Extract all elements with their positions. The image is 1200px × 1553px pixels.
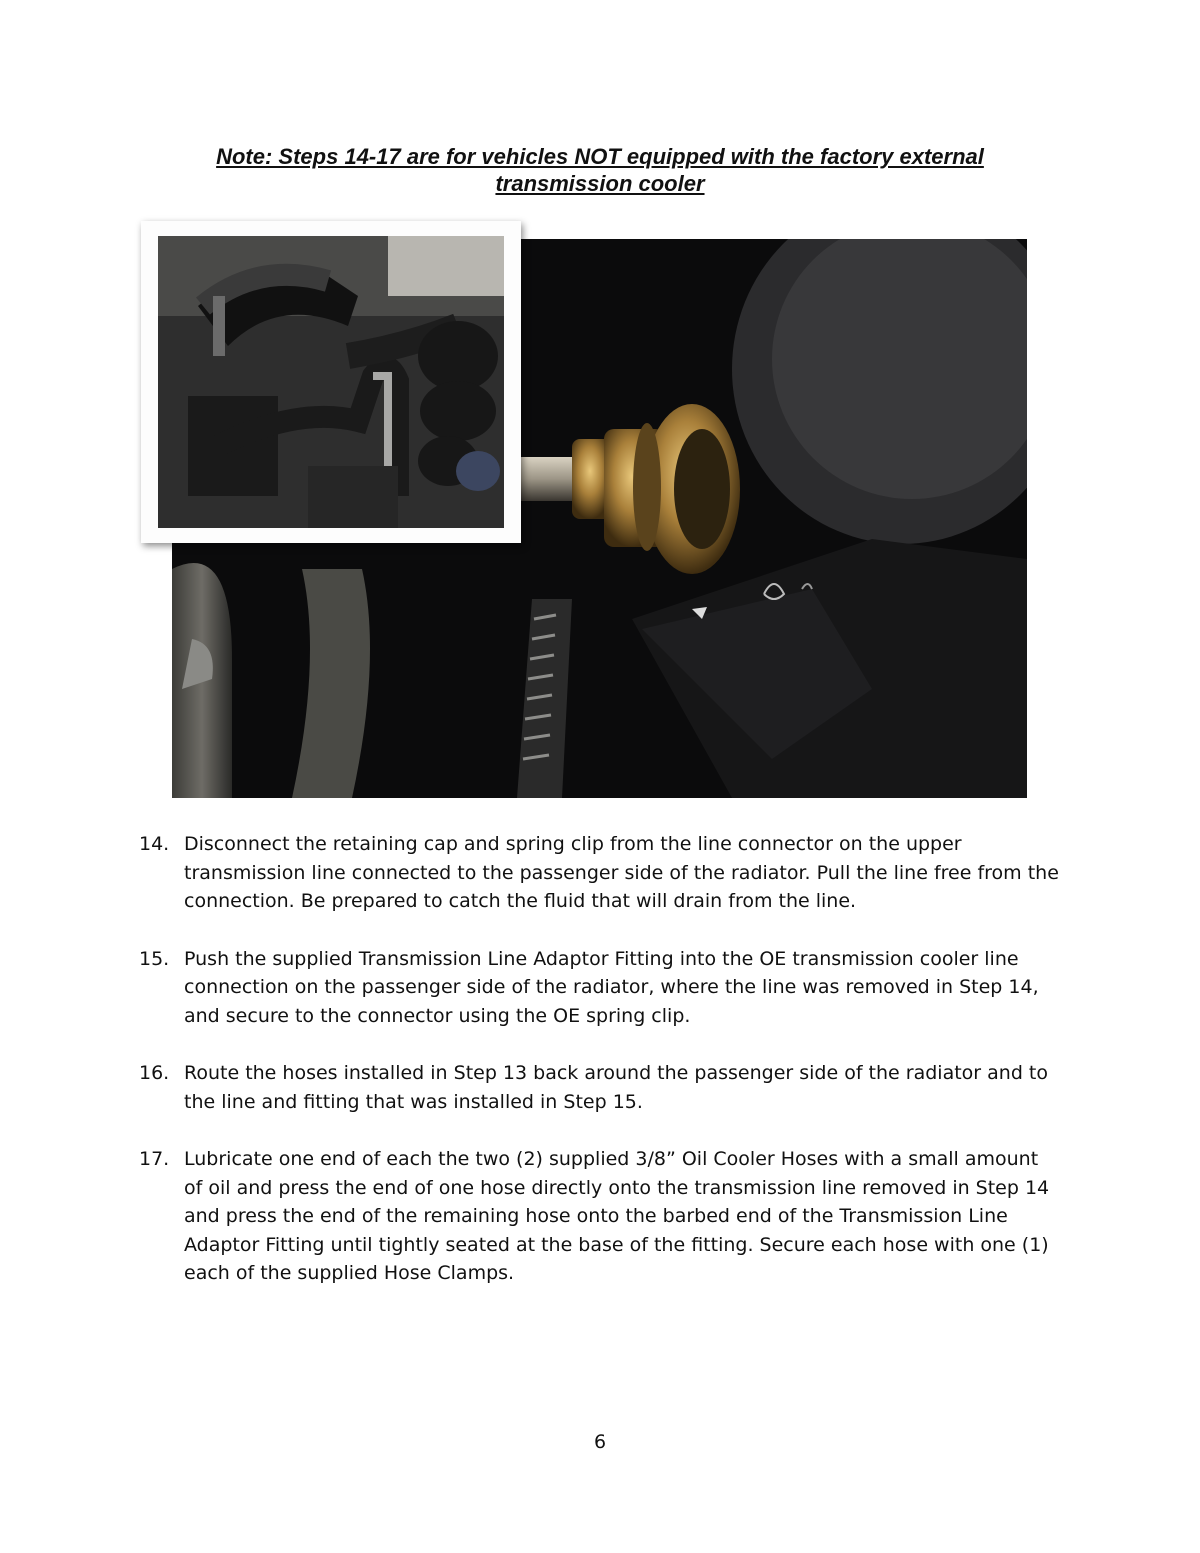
note-line-2: transmission cooler (495, 171, 705, 196)
step-text: Push the supplied Transmission Line Adaptor Fitting into the OE transmission cooler line connection on the passenger side of the radiator, where the line was removed in Step 14, and secure to the connector using the OE spring clip. (184, 947, 1039, 1027)
step-17 (139, 1145, 1059, 1288)
step-number: 14. (139, 833, 170, 855)
step-text: Disconnect the retaining cap and spring clip from the line connector on the upper transmission line connected to the passenger side of the radiator. Pull the line free from the connection. Be prepared to catch the fluid that will drain from the line. (184, 833, 1059, 912)
step-number: 16. (139, 1062, 170, 1084)
page-number: 6 (593, 1431, 607, 1453)
inset-photo-transmission-line (158, 236, 504, 528)
step-15 (139, 945, 1059, 1031)
step-text: Lubricate one end of each the two (2) supplied 3/8” Oil Cooler Hoses with a small amount of oil and press the end of one hose directly onto the transmission line removed in Step 14 and press the end of the remaining hose onto the barbed end of the Transmission Line Adaptor Fitting until tightly seated at the base of the fitting. Secure each hose with one (1) each of the supplied Hose Clamps. (184, 1148, 1050, 1284)
step-number: 17. (139, 1148, 170, 1170)
step-14 (139, 830, 1059, 916)
step-text: Route the hoses installed in Step 13 back around the passenger side of the radiator and to the line and fitting that was installed in Step 15. (184, 1062, 1048, 1113)
step-number: 15. (139, 947, 170, 970)
instruction-steps (139, 830, 1059, 1317)
note-heading (150, 143, 1050, 197)
inset-photo-frame (141, 221, 521, 543)
note-line-1: Note: Steps 14-17 are for vehicles NOT equipped with the factory external (216, 144, 984, 169)
step-16 (139, 1059, 1059, 1116)
